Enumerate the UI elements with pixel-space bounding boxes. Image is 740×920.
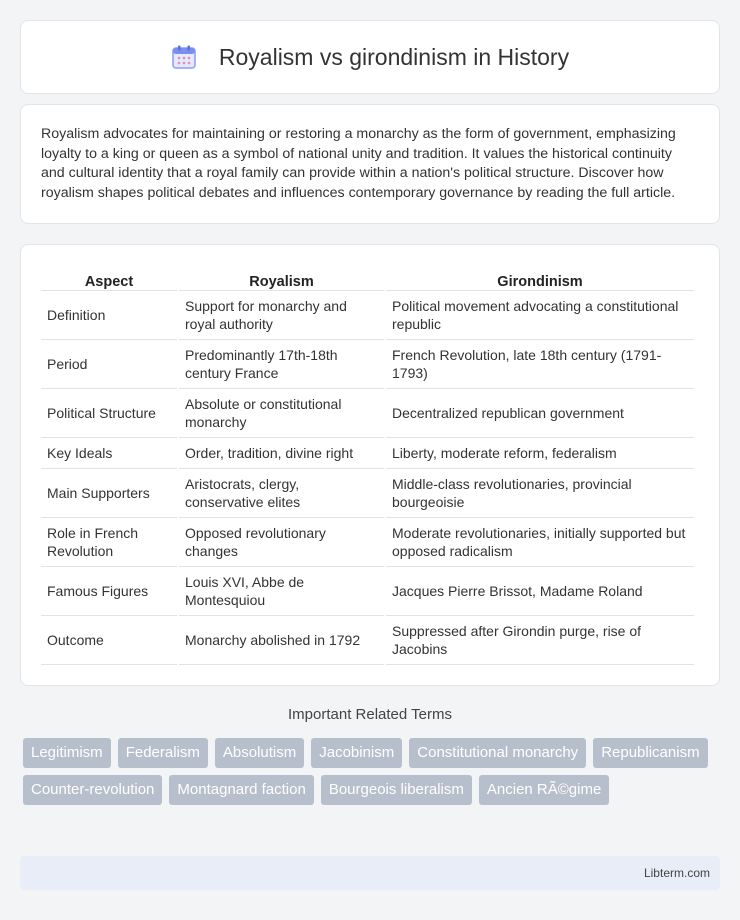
table-cell: Jacques Pierre Brissot, Madame Roland [386,567,694,616]
table-cell: Definition [41,291,177,340]
table-cell: Louis XVI, Abbe de Montesquiou [179,567,384,616]
related-term-tag[interactable]: Constitutional monarchy [409,738,586,768]
title-card [20,20,720,94]
footer-site-link[interactable]: Libterm.com [643,866,710,880]
table-cell: Role in French Revolution [41,518,177,567]
table-cell: Political movement advocating a constitutional republic [386,291,694,340]
table-cell: Monarchy abolished in 1792 [179,616,384,665]
table-cell: Key Ideals [41,438,177,469]
table-cell: Moderate revolutionaries, initially supported but opposed radicalism [386,518,694,567]
related-term-tag[interactable]: Absolutism [215,738,304,768]
table-cell: Absolute or constitutional monarchy [179,389,384,438]
table-cell: Opposed revolutionary changes [179,518,384,567]
header-girondinism: Girondinism [386,265,694,291]
table-cell: Aristocrats, clergy, conservative elites [179,469,384,518]
table-header-row [41,265,694,291]
table-row [41,469,694,518]
table-cell: Predominantly 17th-18th century France [179,340,384,389]
table-cell: Support for monarchy and royal authority [179,291,384,340]
table-row [41,340,694,389]
table-cell: Decentralized republican government [386,389,694,438]
header-royalism: Royalism [179,265,384,291]
footer [20,856,720,890]
table-cell: Political Structure [41,389,177,438]
related-terms-heading: Important Related Terms [288,706,452,723]
intro-paragraph: Royalism advocates for maintaining or restoring a monarchy as the form of government, emphasizing loyalty to a king or queen as a symbol of national unity and tradition. It values the historical continuity and cultural identity that a royal family can provide within a nation's political structure. Discover how royalism shapes political debates and influences contemporary governance by reading the full article. [41,126,676,201]
table-cell: Main Supporters [41,469,177,518]
table-cell: French Revolution, late 18th century (1791-1793) [386,340,694,389]
table-cell: Suppressed after Girondin purge, rise of Jacobins [386,616,694,665]
related-term-tag[interactable]: Bourgeois liberalism [321,775,472,805]
table-row [41,567,694,616]
table-row [41,518,694,567]
comparison-card [20,244,720,686]
related-term-tag[interactable]: Ancien RÃ©gime [479,775,609,805]
table-row [41,438,694,469]
table-cell: Outcome [41,616,177,665]
related-term-tag[interactable]: Republicanism [593,738,707,768]
table-cell: Period [41,340,177,389]
related-term-tag[interactable]: Federalism [118,738,208,768]
table-cell: Famous Figures [41,567,177,616]
related-term-tag[interactable]: Jacobinism [311,738,402,768]
table-row [41,291,694,340]
table-row [41,389,694,438]
related-term-tag[interactable]: Counter-revolution [23,775,162,805]
calendar-icon [171,44,197,70]
related-term-tag[interactable]: Montagnard faction [169,775,313,805]
table-cell: Order, tradition, divine right [179,438,384,469]
table-row [41,616,694,665]
related-terms-list [23,738,723,812]
page-title: Royalism vs girondinism in History [218,43,570,70]
table-cell: Middle-class revolutionaries, provincial bourgeoisie [386,469,694,518]
comparison-table [39,265,696,665]
related-term-tag[interactable]: Legitimism [23,738,111,768]
table-cell: Liberty, moderate reform, federalism [386,438,694,469]
intro-card [20,104,720,224]
header-aspect: Aspect [41,265,177,291]
